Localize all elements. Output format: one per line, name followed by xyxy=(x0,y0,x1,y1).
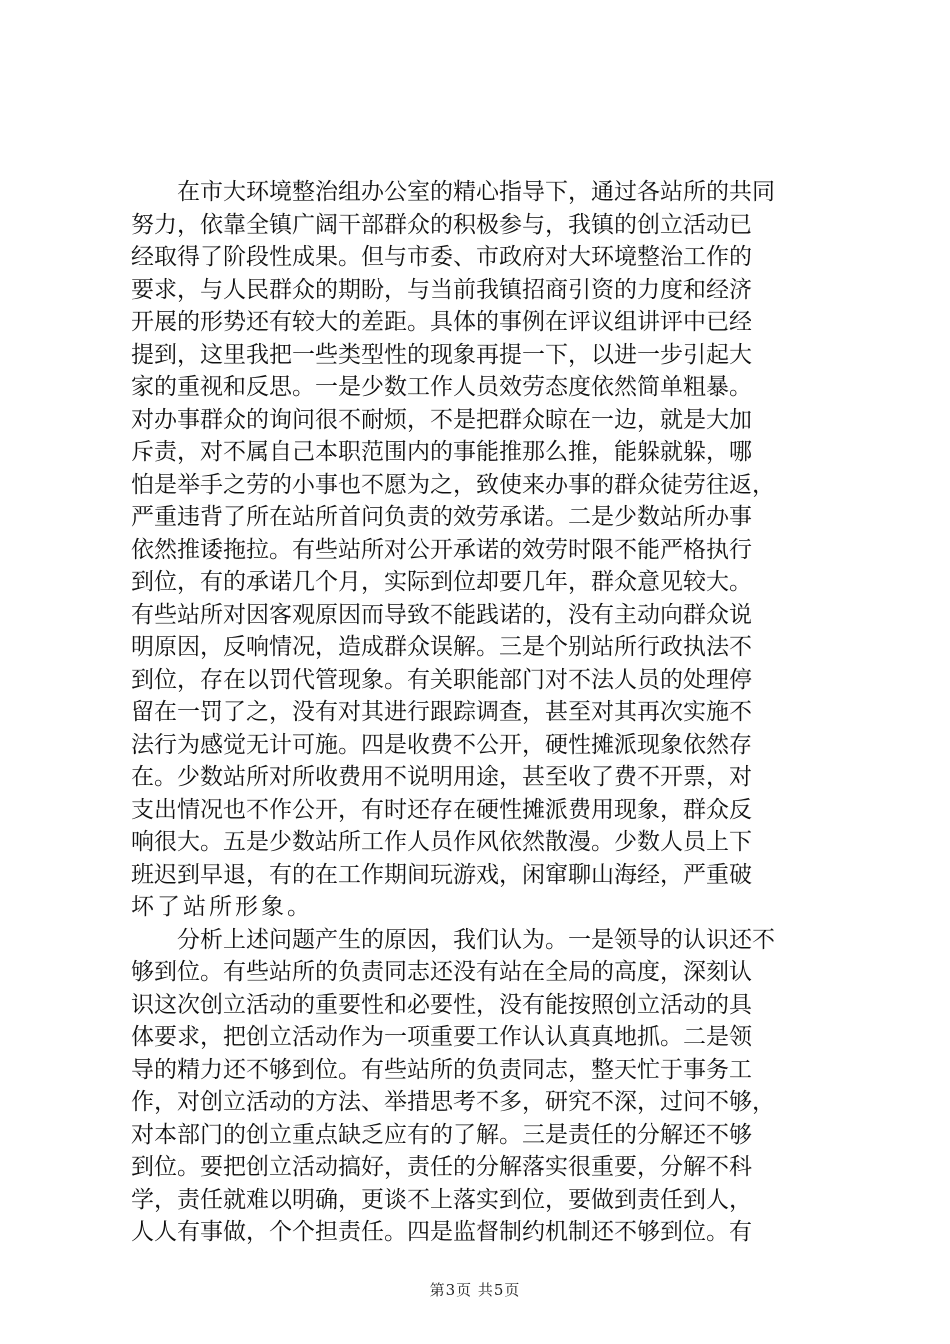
text-line: 响很大。五是少数站所工作人员作风依然散漫。少数人员上下 xyxy=(131,829,752,855)
text-line: 坏了站所形象。 xyxy=(131,894,313,920)
text-line: 怕是举手之劳的小事也不愿为之，致使来办事的群众徒劳往返， xyxy=(131,471,775,498)
text-line: 提到，这里我把一些类型性的现象再提一下，以进一步引起大 xyxy=(131,341,752,368)
text-line: 体要求，把创立活动作为一项重要工作认认真真地抓。二是领 xyxy=(131,1024,752,1050)
text-line: 到位。要把创立活动搞好，责任的分解落实很重要，分解不科 xyxy=(131,1154,752,1180)
text-line: 努力，依靠全镇广阔干部群众的积极参与，我镇的创立活动已 xyxy=(131,211,752,238)
text-line: 导的精力还不够到位。有些站所的负责同志，整天忙于事务工 xyxy=(131,1056,752,1083)
text-line: 够到位。有些站所的负责同志还没有站在全局的高度，深刻认 xyxy=(131,959,752,985)
text-line: 对本部门的创立重点缺乏应有的了解。三是责任的分解还不够 xyxy=(131,1121,752,1148)
text-line: 作，对创立活动的方法、举措思考不多，研究不深，过问不够， xyxy=(131,1089,775,1115)
text-line: 法行为感觉无计可施。四是收费不公开，硬性摊派现象依然存 xyxy=(131,731,752,758)
text-line: 严重违背了所在站所首问负责的效劳承诺。二是少数站所办事 xyxy=(131,504,752,530)
text-line: 到位，有的承诺几个月，实际到位却要几年，群众意见较大。 xyxy=(131,569,752,595)
text-line: 有些站所对因客观原因而导致不能践诺的，没有主动向群众说 xyxy=(131,601,752,628)
text-line: 斥责，对不属自己本职范围内的事能推那么推，能躲就躲，哪 xyxy=(131,439,752,465)
text-line: 到位，存在以罚代管现象。有关职能部门对不法人员的处理停 xyxy=(131,666,752,693)
text-line: 分析上述问题产生的原因，我们认为。一是领导的认识还不 xyxy=(177,926,775,953)
text-line: 人人有事做，个个担责任。四是监督制约机制还不够到位。有 xyxy=(131,1219,752,1245)
text-line: 识这次创立活动的重要性和必要性，没有能按照创立活动的具 xyxy=(131,991,752,1018)
text-line: 经取得了阶段性成果。但与市委、市政府对大环境整治工作的 xyxy=(131,244,752,270)
text-line: 留在一罚了之，没有对其进行跟踪调查，甚至对其再次实施不 xyxy=(131,699,752,725)
page-footer: 第3页 共5页 xyxy=(429,1281,521,1299)
text-line: 在。少数站所对所收费用不说明用途，甚至收了费不开票，对 xyxy=(131,764,752,790)
text-line: 对办事群众的询问很不耐烦，不是把群众晾在一边，就是大加 xyxy=(131,406,752,433)
text-line: 明原因，反响情况，造成群众误解。三是个别站所行政执法不 xyxy=(131,634,752,660)
body-text xyxy=(131,176,837,1249)
text-line: 依然推诿拖拉。有些站所对公开承诺的效劳时限不能严格执行 xyxy=(131,536,752,563)
text-line: 学，责任就难以明确，更谈不上落实到位，要做到责任到人， xyxy=(131,1186,752,1213)
text-line: 开展的形势还有较大的差距。具体的事例在评议组讲评中已经 xyxy=(131,309,752,335)
text-line: 班迟到早退，有的在工作期间玩游戏，闲窜聊山海经，严重破 xyxy=(131,861,752,888)
text-line: 在市大环境整治组办公室的精心指导下，通过各站所的共同 xyxy=(177,179,775,205)
text-line: 家的重视和反思。一是少数工作人员效劳态度依然简单粗暴。 xyxy=(131,374,752,400)
text-line: 要求，与人民群众的期盼，与当前我镇招商引资的力度和经济 xyxy=(131,276,752,303)
text-line: 支出情况也不作公开，有时还存在硬性摊派费用现象，群众反 xyxy=(131,796,752,823)
